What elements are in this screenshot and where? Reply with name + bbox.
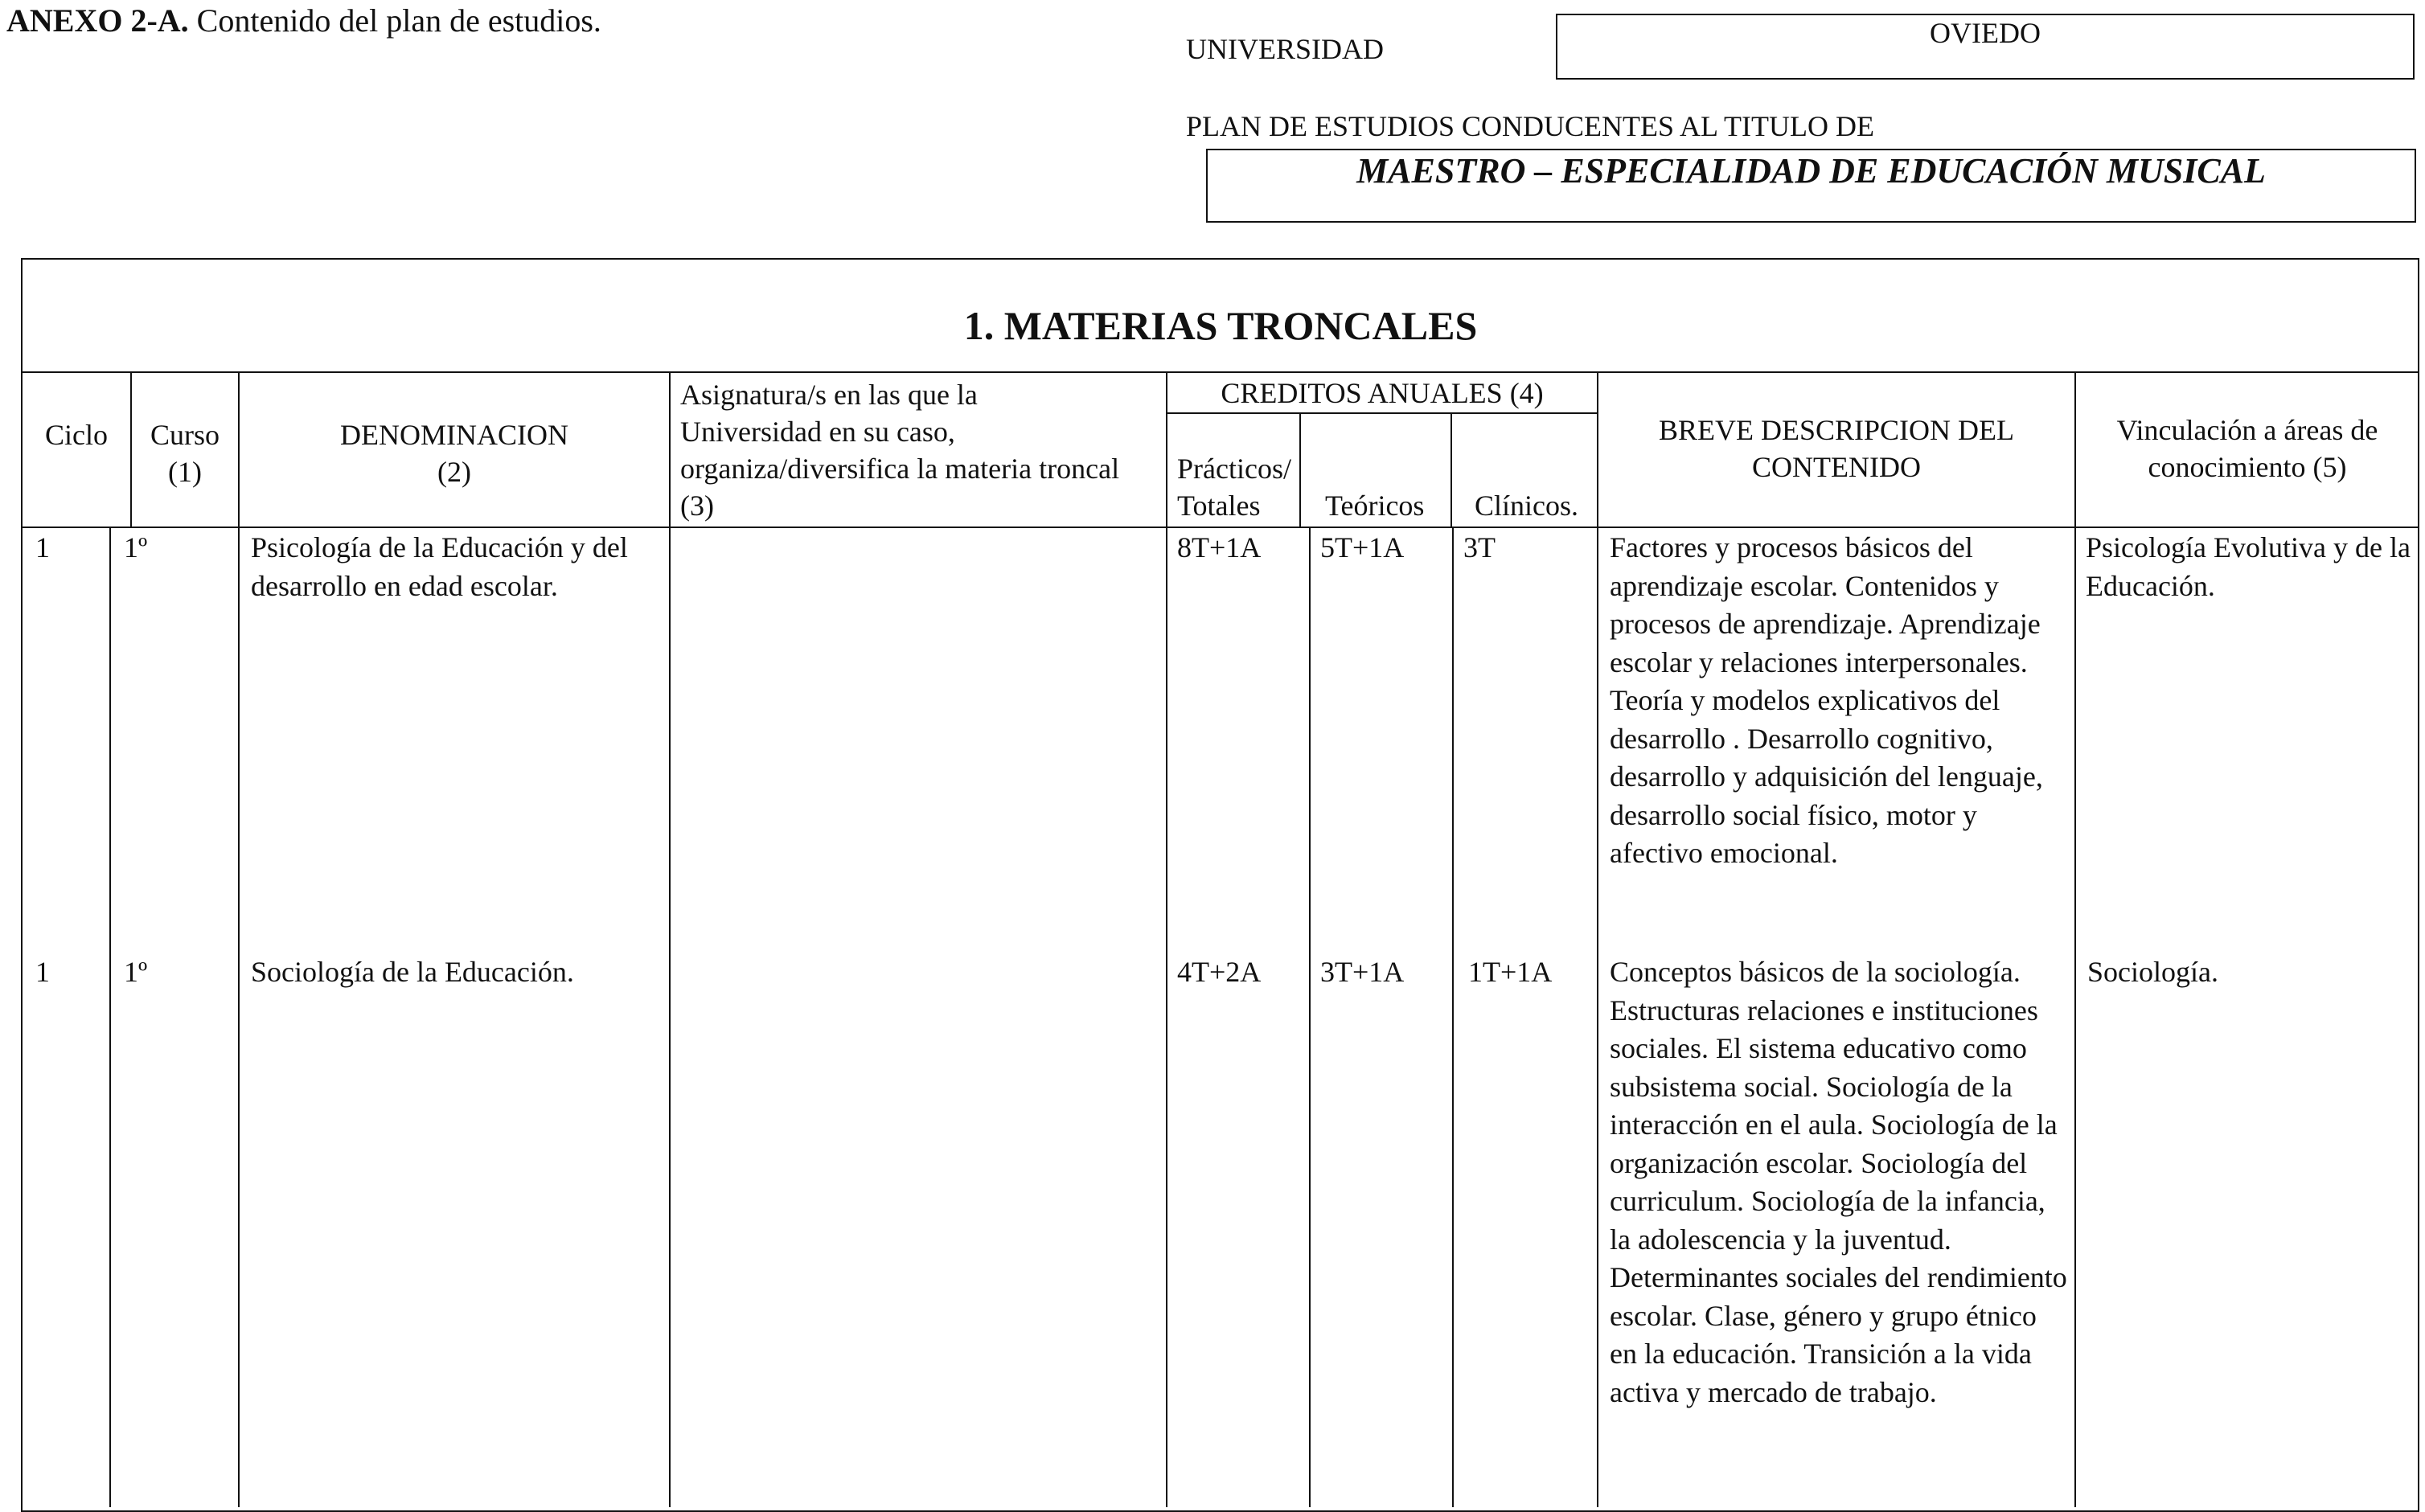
annex-text: Contenido del plan de estudios. <box>196 2 601 39</box>
university-box <box>1556 14 2415 80</box>
header-denominacion <box>240 416 669 490</box>
header-denominacion-line1: DENOMINACION <box>340 419 568 451</box>
row1-teoricos: 5T+1A <box>1320 531 1405 563</box>
degree-title-box <box>1206 149 2416 223</box>
annex-label: ANEXO 2-A. <box>6 2 189 39</box>
row2-totales: 4T+2A <box>1177 956 1262 988</box>
header-descripcion <box>1598 412 2074 486</box>
row1-totales: 8T+1A <box>1177 531 1262 563</box>
col-divider-6 <box>1450 412 1452 527</box>
header-practicos <box>1177 450 1298 524</box>
body-divider-3 <box>669 527 671 1507</box>
row1-curso: 1º <box>124 531 148 563</box>
header-vinculacion-line1: Vinculación a áreas de <box>2116 414 2378 446</box>
body-divider-6 <box>1452 527 1454 1507</box>
body-divider-7 <box>1597 527 1598 1507</box>
row1-ciclo: 1 <box>35 531 50 563</box>
header-top-rule <box>21 371 2419 373</box>
header-curso-line2: (1) <box>168 456 202 488</box>
header-teoricos: Teóricos <box>1325 490 1425 522</box>
row2-ciclo: 1 <box>35 956 50 988</box>
university-label: UNIVERSIDAD <box>1186 33 1384 65</box>
header-clinicos: Clínicos. <box>1475 490 1579 522</box>
header-practicos-line2: Totales <box>1177 490 1261 522</box>
header-curso <box>132 416 238 490</box>
header-vinculacion-line2: conocimiento (5) <box>2148 451 2347 483</box>
header-asignatura-line3: organiza/diversifica la materia troncal <box>680 453 1120 485</box>
university-value: OVIEDO <box>1930 17 2041 49</box>
header-vinculacion <box>2076 412 2419 486</box>
row1-descripcion: Factores y procesos básicos del aprendizaje escolar. Contenidos y procesos de aprendizaje. Aprendizaje escolar y relaciones interpersonales. Teoría y modelos explicativos del desarrollo . Desarrollo cognitivo, desarrollo y adquisición del lenguaje, desarrollo social físico, motor y afectivo emocional. <box>1610 531 2043 869</box>
header-practicos-line1: Prácticos/ <box>1177 453 1291 485</box>
row1-vinculacion: Psicología Evolutiva y de la Educación. <box>2086 531 2411 602</box>
col-divider-3 <box>669 371 671 527</box>
row2-curso: 1º <box>124 956 148 988</box>
row2-teoricos: 3T+1A <box>1320 956 1405 988</box>
header-asignatura-line2: Universidad en su caso, <box>680 416 955 448</box>
header-bottom-rule <box>21 527 2419 528</box>
degree-title: MAESTRO – ESPECIALIDAD DE EDUCACIÓN MUSICAL <box>1356 151 2266 191</box>
section-title: 1. MATERIAS TRONCALES <box>963 303 1478 348</box>
col-divider-5 <box>1299 412 1301 527</box>
header-descripcion-line1: BREVE DESCRIPCION DEL <box>1658 414 2015 446</box>
header-denominacion-line2: (2) <box>437 456 471 488</box>
header-curso-line1: Curso <box>150 419 220 451</box>
body-divider-2 <box>238 527 240 1507</box>
row2-clinicos: 1T+1A <box>1468 956 1553 988</box>
header-ciclo: Ciclo <box>45 419 108 451</box>
row2-descripcion: Conceptos básicos de la sociología. Estructuras relaciones e instituciones sociales. El sistema educativo como subsistema social. Sociología de la interacción en el aula. Sociología de la organización escolar. Sociología del curriculum. Sociología de la infancia, la adolescencia y la juventud. Determinantes sociales del rendimiento escolar. Clase, género y grupo étnico en la educación. Transición a la vida activa y mercado de trabajo. <box>1610 956 2067 1408</box>
body-divider-5 <box>1309 527 1311 1507</box>
header-asignatura-line4: (3) <box>680 490 714 522</box>
body-divider-1 <box>109 527 111 1507</box>
body-divider-8 <box>2074 527 2076 1507</box>
row1-clinicos: 3T <box>1463 531 1496 563</box>
credits-sub-rule <box>1166 412 1597 414</box>
body-divider-4 <box>1166 527 1167 1507</box>
row2-denominacion: Sociología de la Educación. <box>251 956 574 988</box>
header-descripcion-line2: CONTENIDO <box>1752 451 1921 483</box>
annex-heading <box>6 2 601 39</box>
header-asignatura <box>680 376 1163 524</box>
header-asignatura-line1: Asignatura/s en las que la <box>680 379 978 411</box>
row2-vinculacion: Sociología. <box>2087 956 2218 988</box>
plan-label: PLAN DE ESTUDIOS CONDUCENTES AL TITULO DE <box>1186 110 1874 142</box>
row1-denominacion: Psicología de la Educación y del desarrollo en edad escolar. <box>251 531 628 602</box>
header-creditos: CREDITOS ANUALES (4) <box>1221 377 1544 409</box>
